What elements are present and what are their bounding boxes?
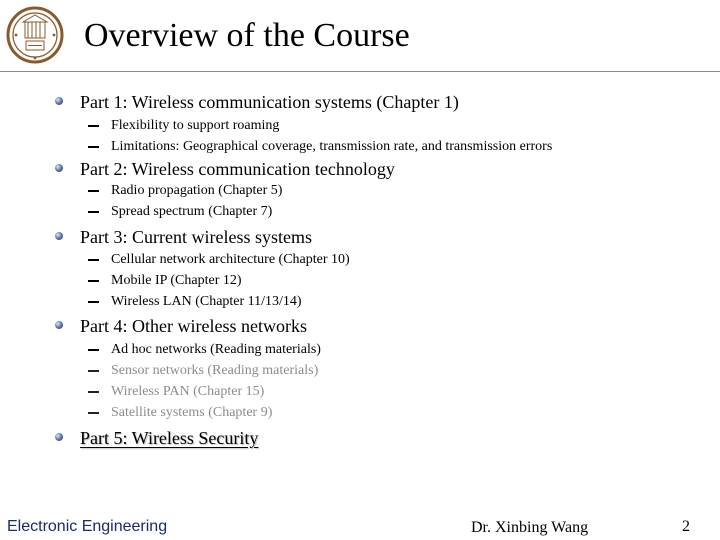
bullet-icon — [55, 433, 63, 441]
dash-icon — [88, 391, 99, 393]
part-5-label: Part 5: Wireless Security — [80, 428, 259, 448]
subitem-text: Flexibility to support roaming — [111, 118, 280, 133]
part-3-label: Part 3: Current wireless systems — [80, 227, 312, 247]
footer-department: Electronic Engineering — [7, 518, 168, 535]
part-1-item — [80, 91, 459, 113]
part-2-label: Part 2: Wireless communication technology — [80, 159, 395, 179]
subitem-text: Radio propagation (Chapter 5) — [111, 183, 283, 198]
bullet-icon — [55, 97, 63, 105]
part-5-item — [80, 427, 258, 449]
page-number: 2 — [682, 518, 690, 535]
dash-icon — [88, 301, 99, 303]
subitem-text: Wireless PAN (Chapter 15) — [111, 384, 265, 399]
dash-icon — [88, 370, 99, 372]
subitem-text: Limitations: Geographical coverage, transmission rate, and transmission errors — [111, 139, 553, 154]
subitem-text: Cellular network architecture (Chapter 10) — [111, 252, 350, 267]
subitem-text: Sensor networks (Reading materials) — [111, 363, 319, 378]
dash-icon — [88, 349, 99, 351]
part-4-item — [80, 315, 307, 337]
dash-icon — [88, 412, 99, 414]
dash-icon — [88, 211, 99, 213]
part-1-label: Part 1: Wireless communication systems (Chapter 1) — [80, 92, 459, 112]
bullet-icon — [55, 164, 63, 172]
part-2-item — [80, 158, 395, 180]
subitem-text: Satellite systems (Chapter 9) — [111, 405, 273, 420]
subitem-text: Wireless LAN (Chapter 11/13/14) — [111, 294, 302, 309]
dash-icon — [88, 146, 99, 148]
dash-icon — [88, 190, 99, 192]
bullet-icon — [55, 232, 63, 240]
part-3-item — [80, 226, 312, 248]
dash-icon — [88, 259, 99, 261]
subitem-text: Spread spectrum (Chapter 7) — [111, 204, 273, 219]
dash-icon — [88, 280, 99, 282]
subitem-text: Mobile IP (Chapter 12) — [111, 273, 242, 288]
subitem-text: Ad hoc networks (Reading materials) — [111, 342, 321, 357]
footer-author: Dr. Xinbing Wang — [471, 519, 589, 536]
dash-icon — [88, 125, 99, 127]
part-4-label: Part 4: Other wireless networks — [80, 316, 307, 336]
bullet-icon — [55, 321, 63, 329]
page-title: Overview of the Course — [84, 17, 410, 54]
